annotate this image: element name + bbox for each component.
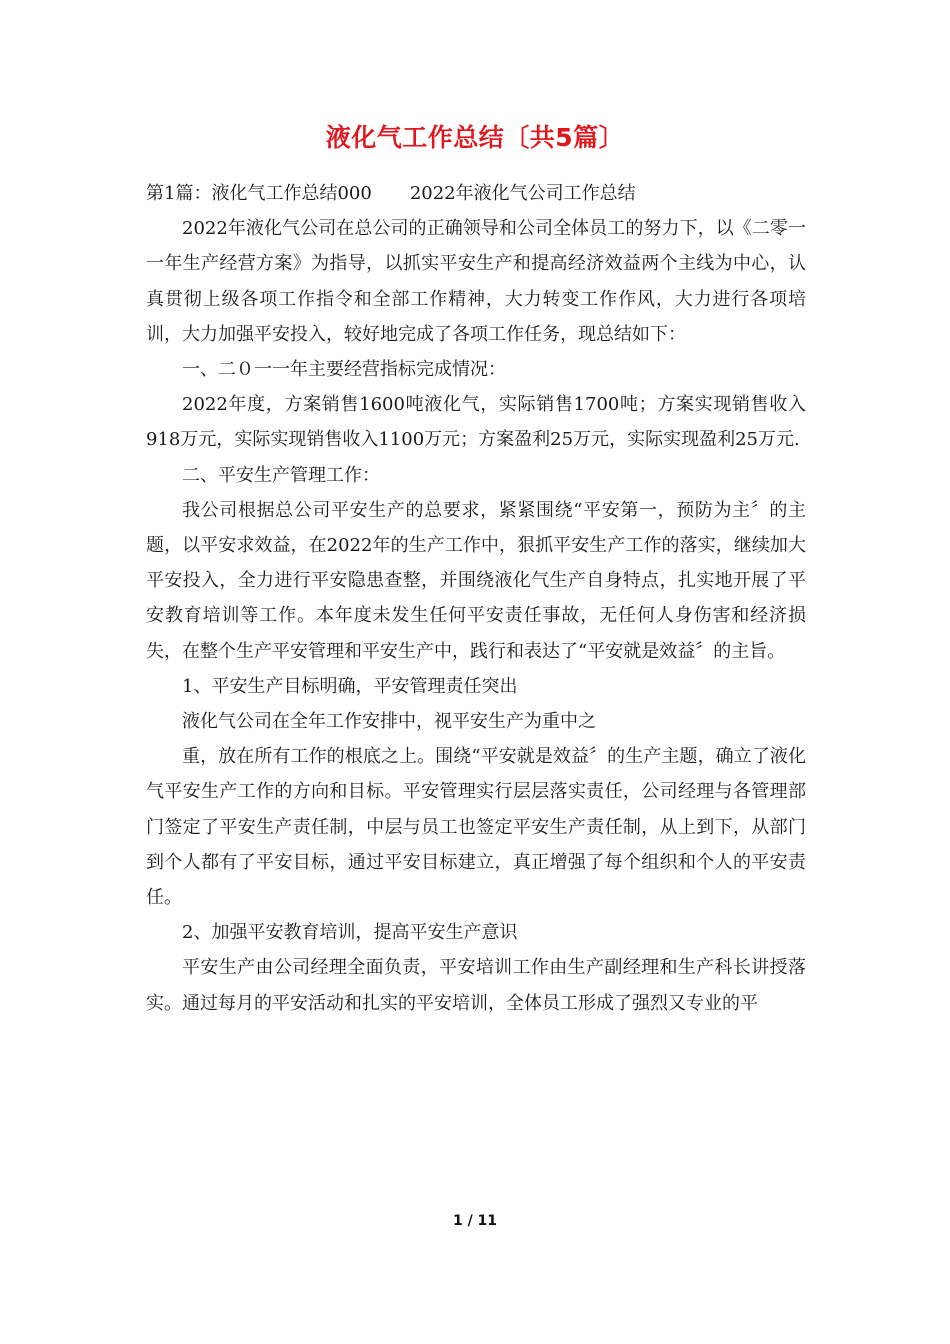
- section-heading-part1: 第1篇：液化气工作总结000: [146, 183, 372, 204]
- document-title: 液化气工作总结〔共5篇〕: [325, 123, 625, 152]
- section-heading-part2: 2022年液化气公司工作总结: [409, 183, 636, 204]
- paragraph-intro: 2022年液化气公司在总公司的正确领导和公司全体员工的努力下，以《二零一一年生产经营方案》为指导，以抓实平安生产和提高经济效益两个主线为中心，认真贯彻上级各项工作指令和全部工作精神，大力转变工作作风，大力进行各项培训，大力加强平安投入，较好地完成了各项工作任务，现总结如下：: [146, 218, 806, 345]
- subheading-goals: 1、平安生产目标明确，平安管理责任突出: [182, 675, 518, 697]
- paragraph-training: 平安生产由公司经理全面负责，平安培训工作由生产副经理和生产科长讲授落实。通过每月的平安活动和扎实的平安培训，全体员工形成了强烈又专业的平: [146, 957, 806, 1014]
- section-heading: [146, 176, 806, 211]
- paragraph-indicators: 2022年度，方案销售1600吨液化气，实际销售1700吨；方案实现销售收入918万元，实际实现销售收入1100万元；方案盈利25万元，实际实现盈利25万元.: [146, 394, 806, 451]
- paragraph-goals-start: 液化气公司在全年工作安排中，视平安生产为重中之: [182, 711, 596, 733]
- paragraph-safety: 我公司根据总公司平安生产的总要求，紧紧围绕“平安第一，预防为主〞的主题，以平安求效益，在2022年的生产工作中，狠抓平安生产工作的落实，继续加大平安投入，全力进行平安隐患查整，并围绕液化气生产自身特点，扎实地开展了平安教育培训等工作。本年度未发生任何平安责任事故，无任何人身伤害和经济损失，在整个生产平安管理和平安生产中，践行和表达了“平安就是效益〞的主旨。: [146, 499, 806, 662]
- subheading-safety: 二、平安生产管理工作：: [182, 464, 380, 486]
- subheading-indicators: 一、二０一一年主要经营指标完成情况：: [182, 359, 506, 381]
- paragraph-goals: 重，放在所有工作的根底之上。围绕“平安就是效益〞的生产主题，确立了液化气平安生产工作的方向和目标。平安管理实行层层落实责任，公司经理与各管理部门签定了平安生产责任制，中层与员工也签定平安生产责任制，从上到下，从部门到个人都有了平安目标，通过平安目标建立，真正增强了每个组织和个人的平安责任。: [146, 746, 806, 909]
- page-indicator: 1 / 11: [452, 1213, 498, 1229]
- subheading-training: 2、加强平安教育培训，提高平安生产意识: [182, 922, 518, 944]
- document-body: [146, 176, 806, 1021]
